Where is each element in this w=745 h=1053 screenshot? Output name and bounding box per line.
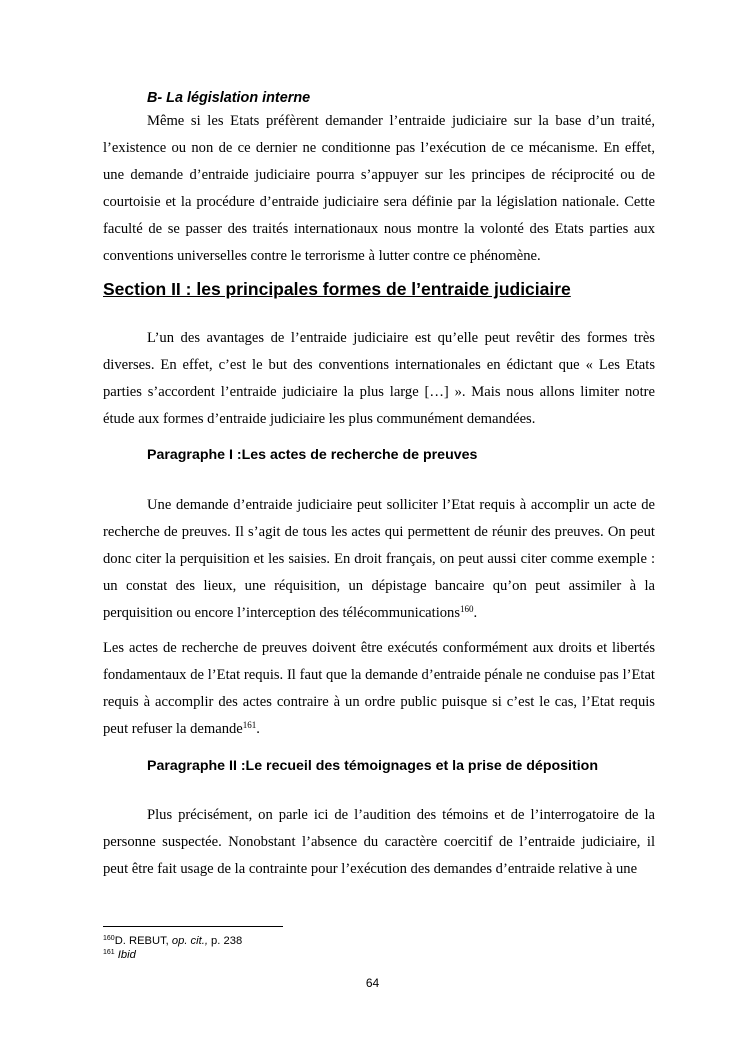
paragraph2-title-block (103, 756, 655, 776)
footnote-number: 161 (103, 949, 115, 956)
footnote-divider (103, 926, 283, 927)
paragraph-text: Une demande d’entraide judiciaire peut solliciter l’Etat requis à accomplir un acte de recherche de preuves. Il s’agit de tous les actes qui permettent de réunir des preuves. On peut donc citer la perquisition et les saisies. En droit français, on peut aussi citer comme exemple : un constat des lieux, une réquisition, un dépistage bancaire qu’on peut assimiler à la perquisition ou encore l’interception des télécommunications (103, 497, 655, 621)
paragraph-temoignages: Plus précisément, on parle ici de l’audition des témoins et de l’interrogatoire de la personne suspectée. Nonobstant l’absence du caractère coercitif de l’entraide judiciaire, il peut être fait usage de la contrainte pour l’exécution des demandes d’entraide relative à une (103, 807, 655, 877)
section-title: Section II : les principales formes de l’entraide judiciaire (103, 279, 571, 299)
paragraph1-body2-block (103, 635, 655, 743)
footnote-author: D. REBUT, (114, 935, 172, 947)
paragraph-recherche-preuves (103, 492, 655, 627)
footnote-page: p. 238 (207, 935, 243, 947)
subheading: B- La législation interne (147, 90, 311, 106)
footnote-ref: Ibid (117, 949, 136, 961)
paragraph-droits-libertes (103, 635, 655, 743)
footnote-ref-161: 161 (242, 720, 257, 730)
paragraph-intro: L’un des avantages de l’entraide judiciaire est qu’elle peut revêtir des formes très diverses. En effet, c’est le but des conventions internationales en édictant que « Les Etats parties s’accordent l’entraide judiciaire la plus large […] ». Mais nous allons limiter notre étude aux formes d’entraide judiciaire les plus communément demandées. (103, 330, 655, 427)
paragraph1-title: Paragraphe I :Les actes de recherche de preuves (147, 447, 478, 463)
footnote-number: 160 (103, 935, 115, 942)
paragraph1-title-block (103, 445, 655, 465)
section-title-block (103, 277, 655, 301)
paragraph-legislation: Même si les Etats préfèrent demander l’entraide judiciaire sur la base d’un traité, l’existence ou non de ce dernier ne conditionne pas l’exécution de ce mécanisme. En effet, une demande d’entraide judiciaire pourra s’appuyer sur les principes de réciprocité ou de courtoisie et la procédure d’entraide judiciaire sera définie par la législation nationale. Cette faculté de se passer des traités internationaux nous montre la volonté des Etats parties aux conventions universelles contre le terrorisme à lutter contre ce phénomène. (103, 113, 655, 264)
footnote-161 (103, 948, 136, 962)
paragraph1-body-block (103, 492, 655, 627)
page-number: 64 (365, 976, 380, 990)
subsection-block (103, 88, 655, 270)
footnote-ref: op. cit., (171, 935, 208, 947)
paragraph-text: Les actes de recherche de preuves doivent être exécutés conformément aux droits et libertés fondamentaux de l’Etat requis. Il faut que la demande d’entraide pénale ne conduise pas l’Etat requis à accomplir des actes contraire à un ordre public puisque si c’est le cas, l’Etat requis peut refuser la demande (103, 640, 655, 737)
paragraph2-title: Paragraphe II :Le recueil des témoignages et la prise de déposition (147, 758, 598, 774)
paragraph-end: . (256, 721, 260, 737)
paragraph2-body-block (103, 802, 655, 883)
footnote-ref-160: 160 (460, 604, 474, 614)
section-intro-block (103, 325, 655, 433)
footnote-160 (103, 934, 242, 948)
paragraph-end: . (473, 605, 478, 621)
